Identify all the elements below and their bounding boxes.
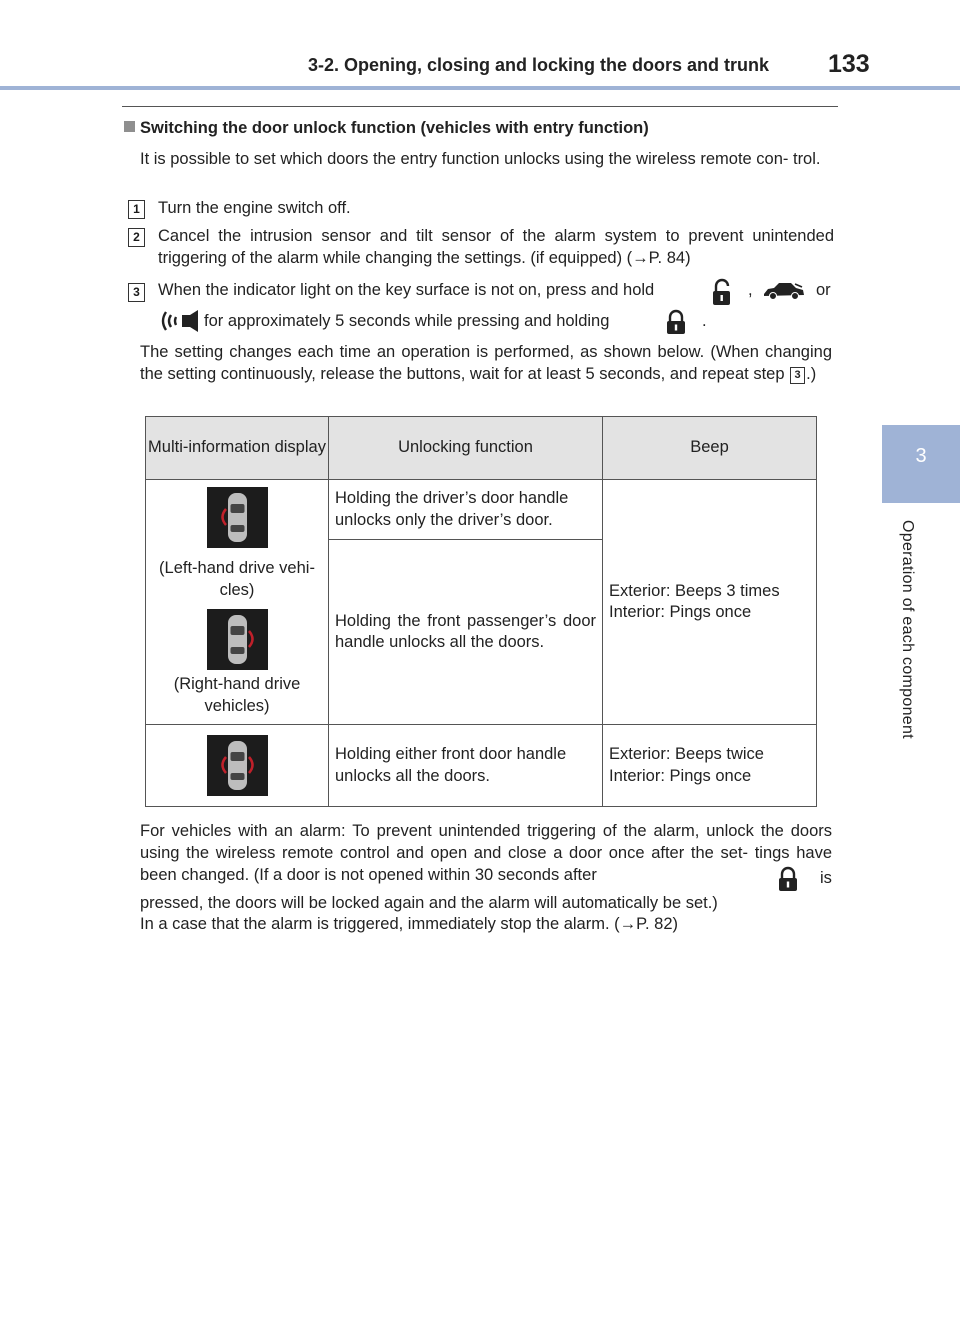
- row3-beep-cell: [603, 725, 817, 807]
- row12-beep-interior: Interior: Pings once: [609, 603, 752, 621]
- beep-cell-rows-1-2: [603, 480, 817, 725]
- footer-note-c: In a case that the alarm is triggered, immediately stop the alarm. (→P. 82): [140, 915, 679, 933]
- intro-text: It is possible to set which doors the entry function unlocks using the wireless remote con- trol.: [140, 150, 821, 168]
- unlock-icon: [710, 278, 736, 306]
- square-bullet-icon: [124, 121, 135, 132]
- footer-note-is: is: [820, 869, 832, 887]
- panic-icon: [158, 309, 200, 333]
- setting-note-text-b: .): [806, 364, 817, 383]
- col-header-unlocking: Unlocking function: [329, 417, 603, 480]
- table-row: [146, 480, 817, 540]
- chapter-number: 3: [915, 445, 927, 467]
- chapter-tab: [882, 425, 960, 503]
- col-header-display: Multi-information display: [146, 417, 329, 480]
- header-rule: [0, 86, 960, 90]
- step-2-text: Cancel the intrusion sensor and tilt sensor of the alarm system to prevent unintended triggering of the alarm while changing the settings. (if equipped) (→P. 84): [158, 227, 834, 267]
- section-heading: [124, 119, 649, 138]
- col-header-beep: Beep: [603, 417, 817, 480]
- display-cell-rows-1-2: [146, 480, 329, 725]
- step-3-comma: ,: [748, 281, 753, 299]
- car-passenger-door-icon: [207, 609, 268, 670]
- display-cell-row-3: [146, 725, 329, 807]
- row3-unlock-cell: Holding either front door handle unlocks all the doors.: [329, 725, 603, 807]
- step-1-text: Turn the engine switch off.: [158, 199, 351, 217]
- car-both-front-doors-icon: [207, 735, 268, 796]
- trunk-icon: [762, 281, 806, 301]
- step-3-or: or: [816, 281, 831, 299]
- rhd-caption: (Right-hand drive vehicles): [173, 675, 301, 715]
- car-driver-door-icon: [207, 487, 268, 548]
- section-heading-text: Switching the door unlock function (vehicles with entry function): [140, 119, 649, 137]
- lock-icon: [776, 866, 800, 892]
- row12-beep-exterior: Exterior: Beeps 3 times: [609, 581, 780, 600]
- lock-icon: [664, 309, 688, 335]
- page-number: 133: [828, 50, 870, 78]
- step-ref-badge: 3: [790, 367, 805, 384]
- footer-note-b: pressed, the doors will be locked again and the alarm will automatically be set.): [140, 894, 718, 912]
- step-3-text-b: for approximately 5 seconds while pressing and holding: [204, 312, 610, 330]
- chapter-label: Operation of each component: [899, 520, 916, 739]
- step-3-badge: 3: [128, 283, 145, 302]
- unlock-function-table: [145, 416, 817, 807]
- step-3-text-a: When the indicator light on the key surface is not on, press and hold: [158, 281, 655, 299]
- row3-beep-interior: Interior: Pings once: [609, 766, 752, 785]
- row2-unlock-cell: Holding the front passenger’s door handle unlocks all the doors.: [329, 540, 603, 725]
- page-header-title: 3-2. Opening, closing and locking the doors and trunk: [308, 55, 770, 75]
- step-1-badge: 1: [128, 200, 145, 219]
- row3-beep-exterior: Exterior: Beeps twice: [609, 745, 764, 763]
- footer-note-a: For vehicles with an alarm: To prevent unintended triggering of the alarm, unlock the doors using the wireless remote control and open and close a door once after the set- tings have been changed. (If a door is not opened within 30 seconds after: [140, 822, 832, 884]
- setting-note: [140, 342, 832, 385]
- setting-note-text-a: The setting changes each time an operation is performed, as shown below. (When changing the setting continuously, release the buttons, wait for at least 5 seconds, and repeat step: [140, 343, 832, 383]
- table-header-row: [146, 417, 817, 480]
- row1-unlock-cell: Holding the driver’s door handle unlocks only the driver’s door.: [329, 480, 603, 540]
- step-2-badge: 2: [128, 228, 145, 247]
- lhd-caption: (Left-hand drive vehi- cles): [159, 559, 315, 599]
- step-3-period: .: [702, 312, 707, 330]
- table-row: [146, 725, 817, 807]
- section-rule: [122, 106, 838, 107]
